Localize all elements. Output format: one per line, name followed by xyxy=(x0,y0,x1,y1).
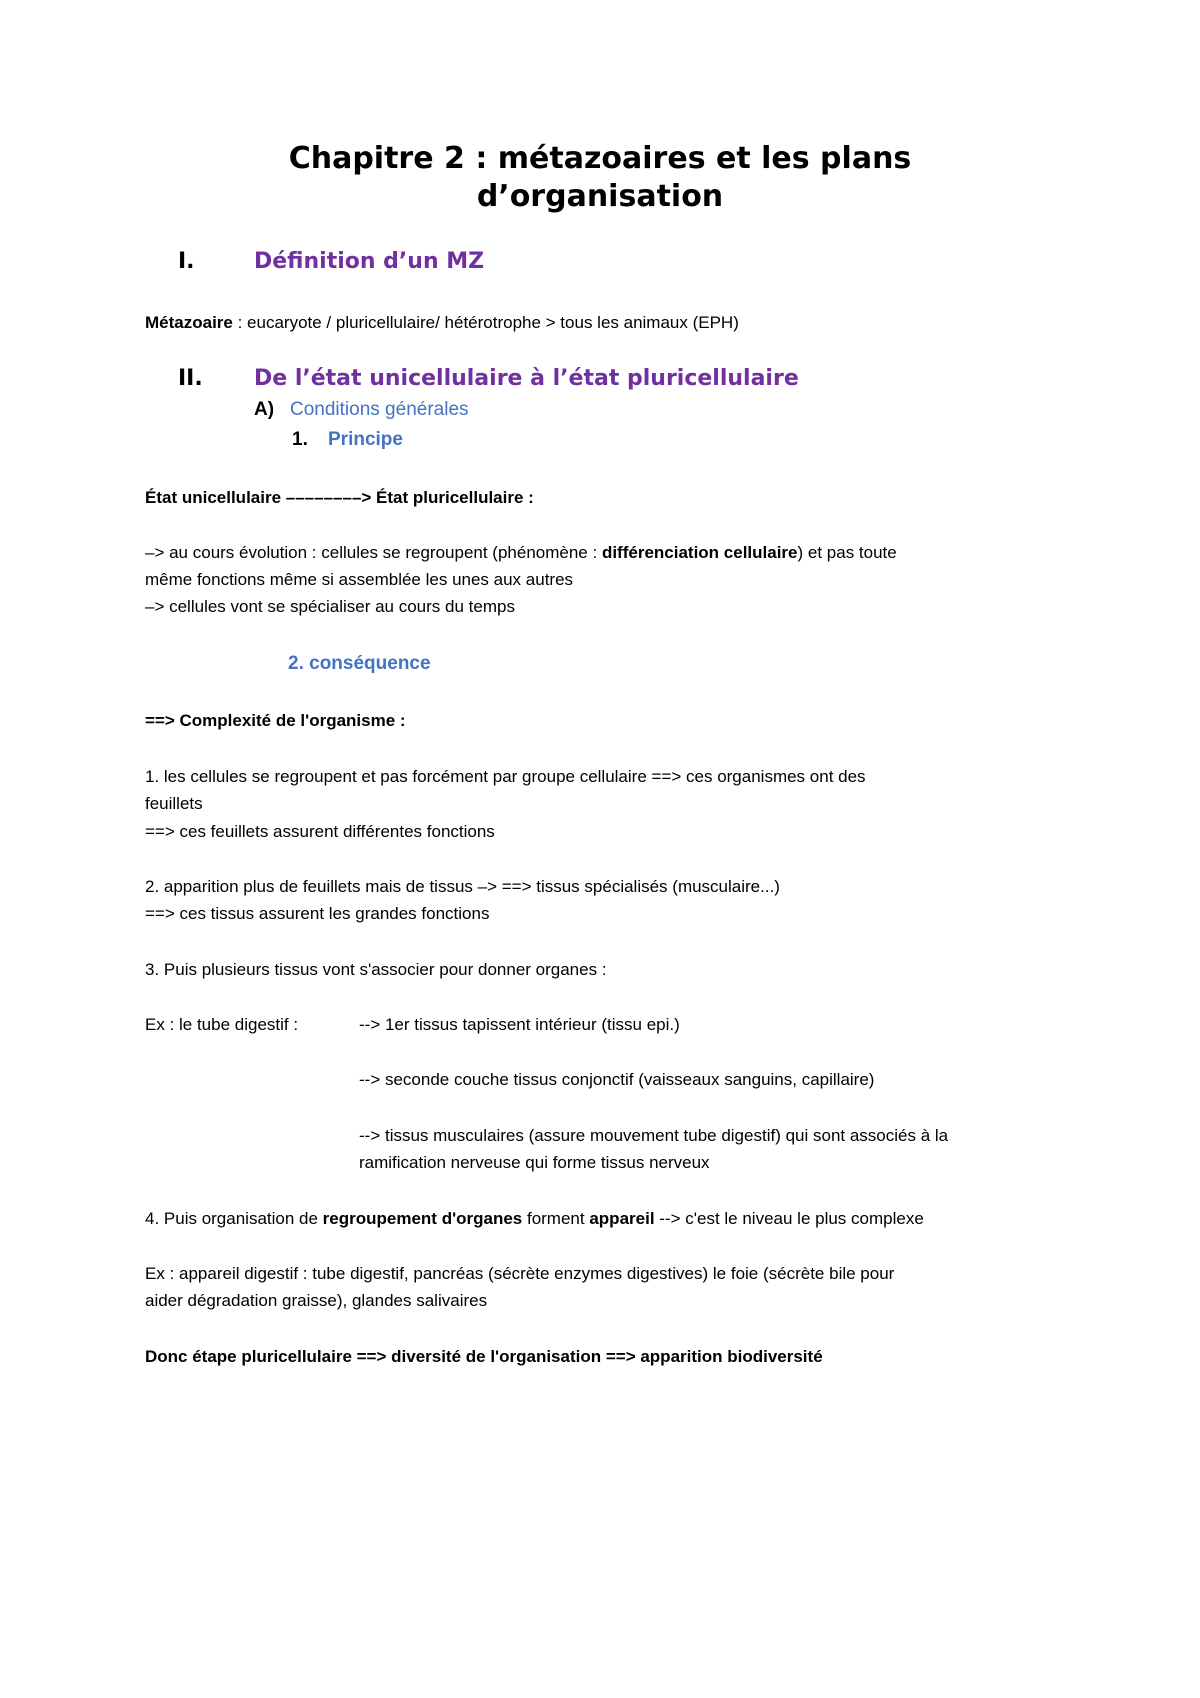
definition-paragraph xyxy=(145,313,739,333)
example-line: --> seconde couche tissus conjonctif (vaisseaux sanguins, capillaire) xyxy=(359,1070,875,1089)
subsection-heading-2: 2. conséquence xyxy=(288,653,431,674)
paragraph-line: –> au cours évolution : cellules se regroupent (phénomène : différenciation cellulaire) et pas toute xyxy=(145,543,897,562)
section-label: De l’état unicellulaire à l’état pluricellulaire xyxy=(254,366,799,391)
example-line: --> 1er tissus tapissent intérieur (tissu epi.) xyxy=(359,1015,680,1034)
example-2-line: aider dégradation graisse), glandes salivaires xyxy=(145,1291,488,1310)
paragraph-line: même fonctions même si assemblée les unes aux autres xyxy=(145,570,574,589)
list-item-2-line: 2. apparition plus de feuillets mais de tissus –> ==> tissus spécialisés (musculaire...) xyxy=(145,877,780,896)
list-item-1-line: 1. les cellules se regroupent et pas forcément par groupe cellulaire ==> ces organismes ont des xyxy=(145,767,866,786)
example-line: ramification nerveuse qui forme tissus nerveux xyxy=(359,1153,710,1172)
section-label: Définition d’un MZ xyxy=(254,249,485,274)
list-item-1-line: ==> ces feuillets assurent différentes fonctions xyxy=(145,822,495,841)
transition-line: État unicellulaire ––––––––> État pluricellulaire : xyxy=(145,488,534,507)
definition-term: Métazoaire xyxy=(145,313,233,332)
list-item-2-line: ==> ces tissus assurent les grandes fonctions xyxy=(145,904,490,923)
title-line-2: d’organisation xyxy=(476,179,724,214)
definition-text: : eucaryote / pluricellulaire/ hétérotrophe > tous les animaux (EPH) xyxy=(232,313,739,332)
section-number: II. xyxy=(178,366,203,391)
list-item-4: 4. Puis organisation de regroupement d'organes forment appareil --> c'est le niveau le plus complexe xyxy=(145,1209,924,1228)
section-number: I. xyxy=(178,249,195,274)
complexity-heading: ==> Complexité de l'organisme : xyxy=(145,711,406,730)
subsection-number: 1. xyxy=(292,429,308,450)
subsection-number: A) xyxy=(254,399,275,420)
bold-term: appareil xyxy=(589,1209,655,1228)
paragraph-line: –> cellules vont se spécialiser au cours du temps xyxy=(145,597,515,616)
bold-term: regroupement d'organes xyxy=(322,1209,523,1228)
subsection-label: Conditions générales xyxy=(290,399,469,420)
example-line: --> tissus musculaires (assure mouvement tube digestif) qui sont associés à la xyxy=(359,1126,949,1145)
page-title xyxy=(0,140,1200,216)
example-2-line: Ex : appareil digestif : tube digestif, pancréas (sécrète enzymes digestives) le foie (sécrète bile pour xyxy=(145,1264,895,1283)
list-item-3: 3. Puis plusieurs tissus vont s'associer pour donner organes : xyxy=(145,960,607,979)
conclusion-line: Donc étape pluricellulaire ==> diversité de l'organisation ==> apparition biodiversité xyxy=(145,1347,823,1366)
bold-term: différenciation cellulaire xyxy=(601,543,798,562)
list-item-1-line: feuillets xyxy=(145,794,203,813)
title-line-1: Chapitre 2 : métazoaires et les plans xyxy=(288,141,912,176)
subsection-label: Principe xyxy=(328,429,403,450)
example-label: Ex : le tube digestif : xyxy=(145,1015,299,1034)
